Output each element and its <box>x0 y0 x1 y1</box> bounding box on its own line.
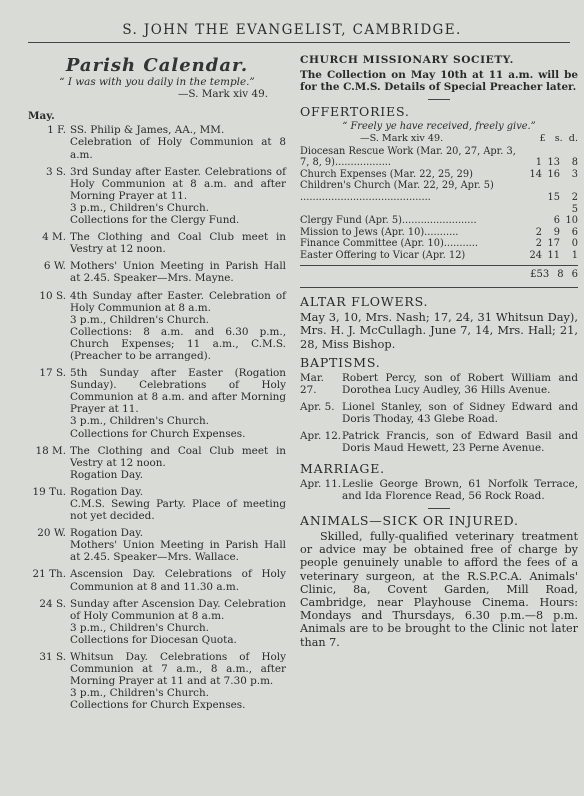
entry-date: 18 M. <box>35 444 66 457</box>
entry-line: 3 p.m., Children's Church. <box>70 313 209 326</box>
offertory-amount: 13 <box>547 157 560 169</box>
notices-column <box>300 54 578 649</box>
calendar-entry <box>28 568 286 592</box>
entry-line: Collections for Church Expenses. <box>70 699 246 712</box>
calendar-entry <box>28 166 286 226</box>
calendar-month: May. <box>28 110 55 123</box>
offertory-amount: 15 <box>547 191 560 203</box>
offertory-amount: 2 <box>535 238 542 250</box>
entry-line: 3rd Sunday after Easter. Celebrations of Holy Communion at 8 a.m. and after Morning Prayer at 11. <box>70 165 286 202</box>
offertory-amount: 11 <box>547 249 560 261</box>
marriage-heading: MARRIAGE. <box>300 460 385 476</box>
offertory-amount: 6 <box>553 215 560 227</box>
offertory-row <box>300 169 578 181</box>
animals-text: Skilled, fully-qualified veterinary treatment or advice may be obtained free of charge by people genuinely unable to afford the fees of a veterinary surgeon, at the R.S.P.C.A. Animals' Clinic, 8a, Covent Garden, Mill Road, Cambridge, near Playhouse Cinema. Hours: Mondays and Thursdays, 6.30 p.m.—8 p.m. Animals are to be brought to the Clinic not later than 7. <box>300 529 578 649</box>
baptisms-entry <box>300 401 578 425</box>
offertory-amount <box>524 204 542 227</box>
offertory-row <box>300 204 578 227</box>
offertory-label: Finance Committee (Apr. 10)........... <box>300 238 479 250</box>
calendar-entry <box>28 651 286 711</box>
offertory-amount: 16 <box>547 168 560 180</box>
marriage-entry <box>300 478 578 502</box>
page-header: S. JOHN THE EVANGELIST, CAMBRIDGE. <box>122 22 462 38</box>
cms-text: The Collection on May 10th at 11 a.m. will be for the C.M.S. Details of Special Preacher later. <box>300 69 578 94</box>
entry-line: Rogation Day. <box>70 468 143 481</box>
offertory-label: Mission to Jews (Apr. 10)........... <box>300 226 459 238</box>
currency-headers <box>539 133 578 145</box>
entry-date: 10 S. <box>39 289 66 302</box>
entry-line: 3 p.m., Children's Church. <box>70 201 209 214</box>
offertories-total <box>300 265 578 281</box>
altar-text: May 3, 10, Mrs. Nash; 17, 24, 31 Whitsun Day), Mrs. H. J. McCullagh. June 7, 14, Mrs. Hall; 21, 28, Miss Bishop. <box>300 309 578 351</box>
total-shillings: 8 <box>557 268 564 280</box>
baptisms-entry <box>300 430 578 454</box>
entry-line: The Clothing and Coal Club meet in Vestry at 12 noon. <box>70 444 286 469</box>
offertory-label: Clergy Fund (Apr. 5)........................ <box>300 215 477 227</box>
offertory-amount: 17 <box>547 238 560 250</box>
offertory-amount: 0 <box>571 238 578 250</box>
entry-line: 4th Sunday after Easter. Celebration of Holy Communion at 8 a.m. <box>70 289 286 314</box>
offertory-amount: 8 <box>571 157 578 169</box>
currency-pounds: £ <box>539 133 546 145</box>
calendar-entry <box>28 231 286 255</box>
entry-date: Apr. 11. <box>300 477 342 490</box>
cms-heading: CHURCH MISSIONARY SOCIETY. <box>300 54 514 66</box>
entry-date: Mar. 27. <box>300 372 324 397</box>
offertory-label: Easter Offering to Vicar (Apr. 12) <box>300 249 466 261</box>
offertories-quote: “ Freely ye have received, freely give.” <box>342 121 536 133</box>
entry-line: C.M.S. Sewing Party. Place of meeting not yet decided. <box>70 498 286 523</box>
calendar-entry <box>28 124 286 160</box>
entry-line: Rogation Day. <box>70 485 143 498</box>
offertory-amount: 6 <box>571 226 578 238</box>
entry-line: Collections for Diocesan Quota. <box>70 633 237 646</box>
entry-line: Mothers' Union Meeting in Parish Hall at 2.45. Speaker—Mrs. Mayne. <box>70 260 286 285</box>
calendar-quote-ref: —S. Mark xiv 49. <box>177 88 268 101</box>
calendar-entry <box>28 486 286 522</box>
total-pence: 6 <box>571 268 578 280</box>
entry-line: Collections for Church Expenses. <box>70 427 246 440</box>
offertory-amount: 1 <box>571 249 578 261</box>
entry-date: 1 F. <box>47 124 66 137</box>
entry-date: 20 W. <box>37 527 66 540</box>
entry-date: Apr. 5. <box>300 401 335 414</box>
calendar-entry <box>28 527 286 563</box>
baptisms-entry <box>300 372 578 396</box>
calendar-entry <box>28 260 286 284</box>
animals-heading: ANIMALS—SICK OR INJURED. <box>300 512 519 528</box>
entry-date: 24 S. <box>39 597 66 610</box>
entry-line: Rogation Day. <box>70 527 143 540</box>
currency-pence: d. <box>568 133 578 145</box>
offertory-amount: 9 <box>553 226 560 238</box>
marriage-list <box>300 478 578 502</box>
offertory-amount: 1 <box>535 157 542 169</box>
offertory-label: Diocesan Rescue Work (Mar. 20, 27, Apr. 3, 7, 8, 9).................. <box>300 145 516 169</box>
calendar-entry <box>28 367 286 440</box>
calendar-entry <box>28 445 286 481</box>
offertory-amount <box>524 180 542 203</box>
offertory-amount: 3 <box>571 168 578 180</box>
offertory-amount: 24 <box>529 249 542 261</box>
baptisms-list <box>300 372 578 455</box>
offertories-ref-row <box>300 133 578 145</box>
divider <box>428 99 450 100</box>
total-pounds: £53 <box>530 268 550 280</box>
divider <box>300 287 578 288</box>
offertory-row <box>300 238 578 250</box>
entry-line: Whitsun Day. Celebrations of Holy Communion at 7 a.m., 8 a.m., after Morning Prayer at 11 and at 7.30 p.m. <box>70 651 286 688</box>
entry-text: Patrick Francis, son of Edward Basil and Doris Maud Hewett, 23 Perne Avenue. <box>342 430 578 455</box>
offertory-row <box>300 180 578 203</box>
entry-line: Sunday after Ascension Day. Celebration of Holy Communion at 8 a.m. <box>70 597 286 622</box>
entry-date: 31 S. <box>39 651 66 664</box>
entry-line: 3 p.m., Children's Church. <box>70 621 209 634</box>
divider <box>428 508 450 509</box>
calendar-column <box>28 54 286 717</box>
offertory-label: Children's Church (Mar. 22, 29, Apr. 5) .......................................... <box>300 180 494 203</box>
baptisms-heading: BAPTISMS. <box>300 354 381 370</box>
entry-line: 3 p.m., Children's Church. <box>70 415 209 428</box>
offertories-quote-ref: —S. Mark xiv 49. <box>360 133 444 145</box>
currency-shillings: s. <box>554 133 563 145</box>
offertories-heading: OFFERTORIES. <box>300 104 410 120</box>
entry-date: 3 S. <box>46 165 66 178</box>
entry-line: Celebration of Holy Communion at 8 a.m. <box>70 136 286 161</box>
entry-line: Collections for the Clergy Fund. <box>70 214 240 227</box>
calendar-entry <box>28 598 286 646</box>
entry-text: Leslie George Brown, 61 Norfolk Terrace, and Ida Florence Read, 56 Rock Road. <box>342 477 578 502</box>
offertory-label: Church Expenses (Mar. 22, 25, 29) <box>300 168 473 180</box>
calendar-entry <box>28 290 286 363</box>
offertory-amount: 2 <box>571 191 578 203</box>
offertory-row <box>300 227 578 239</box>
entry-line: Collections: 8 a.m. and 6.30 p.m., Church Expenses; 11 a.m., C.M.S. (Preacher to be arranged). <box>70 325 286 362</box>
calendar-title: Parish Calendar. <box>65 55 249 76</box>
entry-line: Mothers' Union Meeting in Parish Hall at 2.45. Speaker—Mrs. Wallace. <box>70 539 286 564</box>
entry-date: Apr. 12. <box>300 430 342 443</box>
entry-line: 3 p.m., Children's Church. <box>70 687 209 700</box>
entry-date: 19 Tu. <box>32 485 66 498</box>
entry-date: 6 W. <box>43 260 66 273</box>
entry-text: Lionel Stanley, son of Sidney Edward and Doris Thoday, 43 Glebe Road. <box>342 401 578 426</box>
header-rule <box>28 42 570 43</box>
calendar-entries <box>28 124 286 711</box>
entry-line: SS. Philip & James, AA., MM. <box>70 124 225 137</box>
entry-text: Robert Percy, son of Robert William and Dorothea Lucy Audley, 36 Hills Avenue. <box>342 372 578 397</box>
offertory-amount: 5 10 <box>565 203 578 227</box>
offertory-amount: 14 <box>529 168 542 180</box>
entry-line: The Clothing and Coal Club meet in Vestry at 12 noon. <box>70 231 286 256</box>
entry-line: Ascension Day. Celebrations of Holy Communion at 8 and 11.30 a.m. <box>70 568 286 593</box>
entry-date: 21 Th. <box>32 568 66 581</box>
entry-date: 17 S. <box>39 367 66 380</box>
offertory-row <box>300 146 578 169</box>
entry-line: 5th Sunday after Easter (Rogation Sunday). Celebrations of Holy Communion at 8 a.m. and after Morning Prayer at 11. <box>70 367 286 416</box>
offertory-row <box>300 250 578 262</box>
entry-date: 4 M. <box>42 231 66 244</box>
calendar-quote: “ I was with you daily in the temple.” <box>59 76 255 89</box>
offertory-amount: 2 <box>535 226 542 238</box>
offertories-table <box>300 146 578 262</box>
altar-heading: ALTAR FLOWERS. <box>300 293 429 309</box>
